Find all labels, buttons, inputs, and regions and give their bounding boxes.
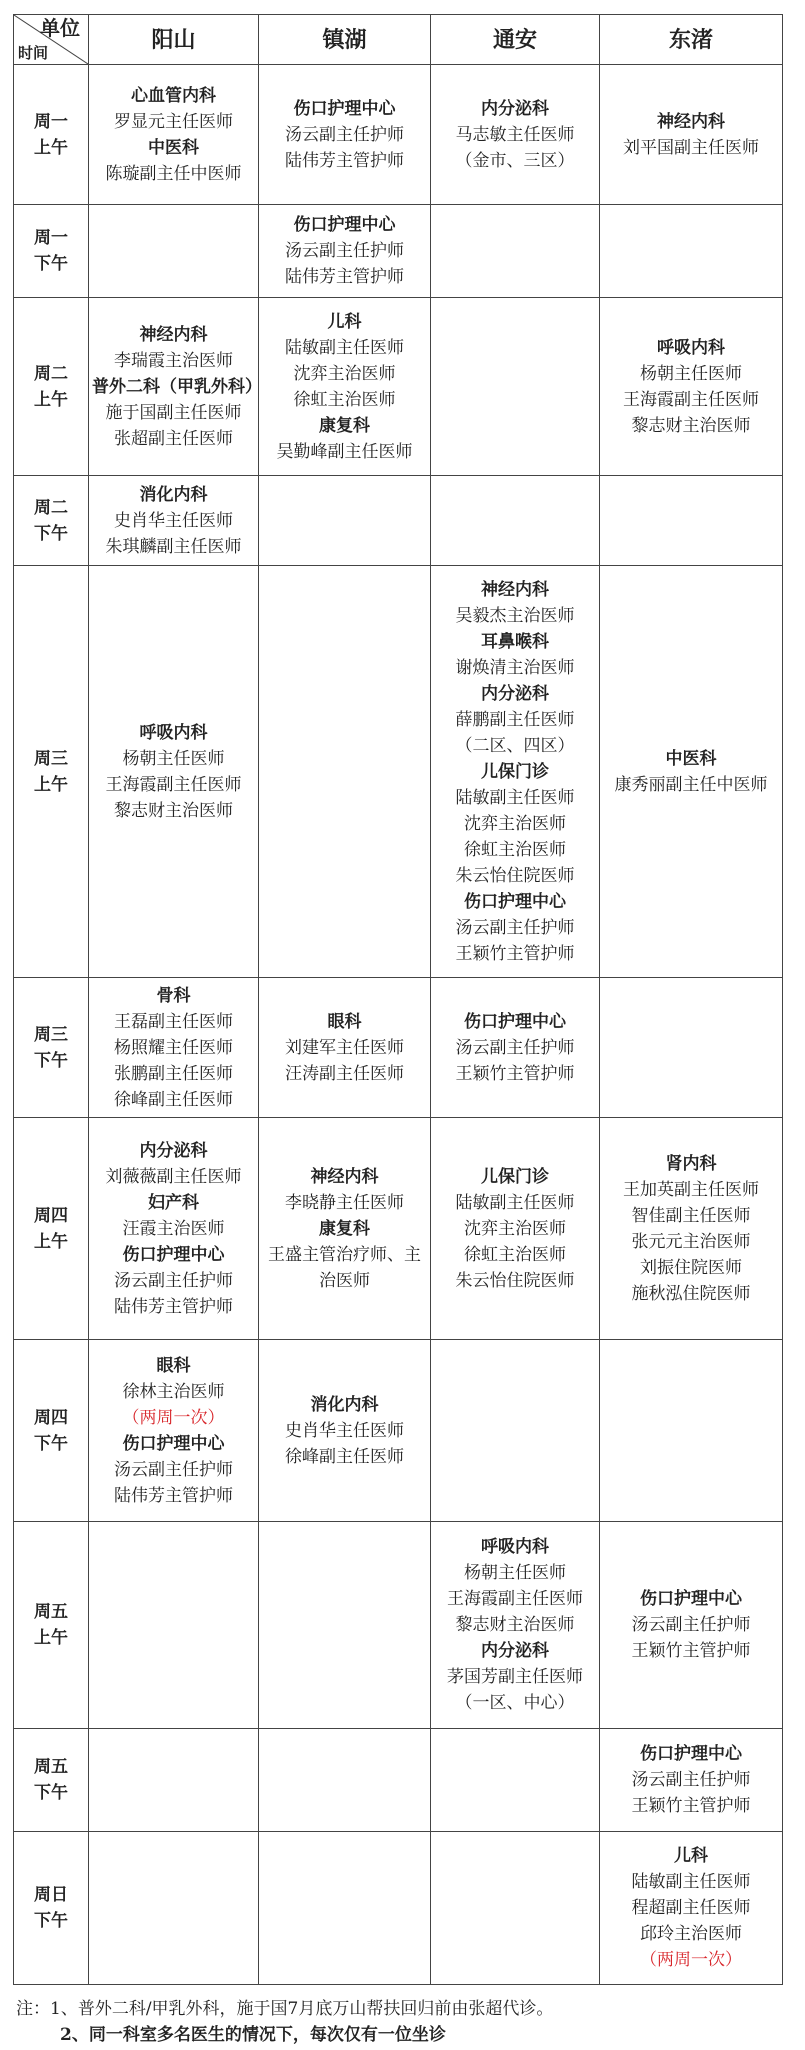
doctor-name: 朱云怡住院医师 <box>455 865 575 886</box>
schedule-cell-tongan <box>431 1522 600 1729</box>
time-slot-cell <box>14 1118 89 1340</box>
doctor-name: 罗显元主任医师 <box>114 111 233 132</box>
doctor-name: 汤云副主任护师 <box>114 1459 233 1480</box>
department-name: 儿保门诊 <box>481 1166 549 1187</box>
schedule-cell-yangshan <box>89 298 262 476</box>
doctor-name: 史肖华主任医师 <box>114 510 233 531</box>
time-slot-period: 下午 <box>34 1911 68 1931</box>
column-header-zhenhu: 镇湖 <box>259 15 431 65</box>
doctor-name: 汤云副主任护师 <box>285 124 404 145</box>
department-name: 伤口护理中心 <box>640 1589 742 1609</box>
doctor-name: 张超副主任医师 <box>114 428 233 449</box>
schedule-row <box>14 1729 783 1832</box>
corner-time-label: 时间 <box>18 44 49 62</box>
doctor-name: 王颖竹主管护师 <box>631 1796 751 1816</box>
doctor-name: 邱玲主治医师 <box>640 1924 742 1944</box>
doctor-name: 施于国副主任医师 <box>105 402 242 423</box>
doctor-name: 汤云副主任护师 <box>285 241 404 261</box>
time-slot-day: 周四 <box>34 1407 68 1428</box>
department-name: 内分泌科 <box>481 683 549 704</box>
department-name: 呼吸内科 <box>657 337 725 358</box>
department-name: 伤口护理中心 <box>293 215 396 235</box>
department-name: 呼吸内科 <box>139 722 208 743</box>
doctor-name: 刘振住院医师 <box>640 1257 742 1278</box>
time-slot-period: 上午 <box>34 1628 68 1648</box>
doctor-name: 汤云副主任护师 <box>114 1270 233 1291</box>
schedule-cell-yangshan <box>89 205 259 298</box>
schedule-cell-tongan <box>431 205 600 298</box>
schedule-cell-dongzhu <box>600 1832 783 1985</box>
doctor-name: 薛鹏副主任医师 <box>455 709 575 730</box>
doctor-name: 汤云副主任护师 <box>631 1770 751 1790</box>
schedule-cell-yangshan <box>89 566 259 978</box>
department-name: 心血管内科 <box>131 85 216 106</box>
department-name: 伤口护理中心 <box>293 98 396 119</box>
time-slot-day: 周五 <box>34 1602 68 1622</box>
doctor-name: 王海霞副主任医师 <box>105 774 242 795</box>
time-slot-cell <box>14 566 89 978</box>
department-name: 康复科 <box>319 1218 370 1239</box>
department-name: 儿科 <box>674 1846 708 1866</box>
doctor-name: 汤云副主任护师 <box>455 917 575 938</box>
schedule-cell-yangshan <box>89 1729 259 1832</box>
doctor-name: 刘平国副主任医师 <box>623 137 759 158</box>
doctor-name: （金市、三区） <box>455 150 575 171</box>
schedule-cell-dongzhu <box>600 1522 783 1729</box>
doctor-name: （一区、中心） <box>455 1693 575 1713</box>
schedule-cell-yangshan <box>89 1832 259 1985</box>
time-slot-day: 周一 <box>34 228 68 248</box>
department-name: 眼科 <box>327 1011 362 1032</box>
doctor-name: 程超副主任医师 <box>631 1898 751 1918</box>
column-header-dongzhu: 东渚 <box>600 15 783 65</box>
time-slot-period: 下午 <box>34 1050 68 1071</box>
schedule-cell-zhenhu <box>259 205 431 298</box>
doctor-name: 朱云怡住院医师 <box>455 1270 575 1291</box>
doctor-name: 王颖竹主管护师 <box>455 943 575 964</box>
schedule-cell-yangshan <box>89 1522 259 1729</box>
department-name: 伤口护理中心 <box>640 1744 742 1764</box>
schedule-cell-yangshan <box>89 476 259 566</box>
department-name: 神经内科 <box>481 579 549 600</box>
time-slot-cell <box>14 978 89 1118</box>
doctor-name: 王磊副主任医师 <box>114 1011 233 1032</box>
schedule-row <box>14 298 783 476</box>
doctor-name: 李晓静主任医师 <box>285 1192 404 1213</box>
corner-unit-label: 单位 <box>40 16 80 40</box>
time-slot-cell <box>14 1340 89 1522</box>
doctor-name: 张鹏副主任医师 <box>114 1063 233 1084</box>
department-name: 妇产科 <box>148 1192 199 1213</box>
time-slot-day: 周三 <box>34 748 68 769</box>
schedule-cell-zhenhu <box>259 1729 431 1832</box>
department-name: 神经内科 <box>657 111 725 132</box>
doctor-name: 汪霞主治医师 <box>122 1218 225 1239</box>
schedule-cell-yangshan <box>89 65 259 205</box>
time-slot-day: 周一 <box>34 111 68 132</box>
time-slot-day: 周二 <box>34 497 68 518</box>
time-slot-cell <box>14 476 89 566</box>
schedule-cell-dongzhu <box>600 298 783 476</box>
time-slot-cell <box>14 1832 89 1985</box>
doctor-name: 刘建军主任医师 <box>285 1037 404 1058</box>
department-name: 耳鼻喉科 <box>481 631 549 652</box>
header-row <box>14 15 783 65</box>
time-slot-period: 下午 <box>34 1783 68 1803</box>
doctor-name: 刘薇薇副主任医师 <box>105 1166 242 1187</box>
department-name: 内分泌科 <box>139 1140 208 1161</box>
doctor-name: 徐林主治医师 <box>122 1381 225 1402</box>
doctor-name: 陆敏副主任医师 <box>285 337 404 358</box>
column-header-yangshan: 阳山 <box>89 15 259 65</box>
footnote-1: 注：1、普外二科/甲乳外科，施于国7月底万山帮扶回归前由张超代诊。 <box>16 1999 554 2019</box>
department-name: 消化内科 <box>310 1394 379 1415</box>
department-name: 中医科 <box>665 748 717 769</box>
schedule-cell-yangshan <box>89 1340 259 1522</box>
schedule-cell-yangshan <box>89 978 259 1118</box>
doctor-name: 康秀丽副主任中医师 <box>614 774 768 795</box>
doctor-name: 徐峰副主任医师 <box>285 1446 404 1467</box>
department-name: 内分泌科 <box>481 1641 549 1661</box>
doctor-name: 朱琪麟副主任医师 <box>105 536 242 557</box>
doctor-name: （二区、四区） <box>455 735 575 756</box>
time-slot-day: 周日 <box>34 1885 68 1905</box>
doctor-name: 马志敏主任医师 <box>455 124 575 145</box>
schedule-cell-tongan <box>431 1832 600 1985</box>
schedule-cell-tongan <box>431 1729 600 1832</box>
schedule-cell-dongzhu <box>600 566 783 978</box>
schedule-cell-zhenhu <box>259 298 431 476</box>
doctor-name: 徐虹主治医师 <box>464 1244 566 1265</box>
time-slot-cell <box>14 205 89 298</box>
time-slot-day: 周四 <box>34 1205 68 1226</box>
department-name: 神经内科 <box>310 1166 379 1187</box>
doctor-name: 史肖华主任医师 <box>285 1420 404 1441</box>
doctor-name: 智佳副主任医师 <box>631 1205 751 1226</box>
schedule-cell-dongzhu <box>600 1340 783 1522</box>
doctor-name: 黎志财主治医师 <box>114 800 233 821</box>
column-header-tongan: 通安 <box>431 15 600 65</box>
department-name: 伤口护理中心 <box>464 891 566 912</box>
schedule-cell-tongan <box>431 566 600 978</box>
doctor-name: 陆伟芳主管护师 <box>285 267 404 287</box>
department-name: 呼吸内科 <box>481 1537 549 1557</box>
schedule-cell-zhenhu <box>259 1118 431 1340</box>
schedule-row <box>14 1522 783 1729</box>
doctor-name: 汤云副主任护师 <box>631 1615 751 1635</box>
department-name: 骨科 <box>156 985 191 1006</box>
doctor-name: 王颖竹主管护师 <box>631 1641 751 1661</box>
doctor-name: 徐峰副主任医师 <box>114 1089 233 1110</box>
department-name: 康复科 <box>319 415 370 436</box>
time-slot-cell <box>14 1729 89 1832</box>
frequency-note: （两周一次） <box>122 1407 225 1428</box>
doctor-name: 王海霞副主任医师 <box>623 389 759 410</box>
corner-header-cell <box>14 15 89 65</box>
department-name: 眼科 <box>156 1355 191 1376</box>
doctor-name: 徐虹主治医师 <box>293 389 396 410</box>
doctor-name: 杨朝主任医师 <box>464 1563 566 1583</box>
schedule-cell-tongan <box>431 65 600 205</box>
doctor-name: 王加英副主任医师 <box>623 1179 759 1200</box>
department-name: 儿保门诊 <box>481 761 549 782</box>
doctor-name: 徐虹主治医师 <box>464 839 566 860</box>
doctor-name: 谢焕清主治医师 <box>455 657 575 678</box>
schedule-cell-dongzhu <box>600 476 783 566</box>
schedule-cell-tongan <box>431 298 600 476</box>
department-name: 神经内科 <box>139 324 208 345</box>
doctor-name: 陆伟芳主管护师 <box>114 1296 233 1317</box>
frequency-note: （两周一次） <box>640 1950 742 1970</box>
schedule-cell-dongzhu <box>600 65 783 205</box>
schedule-table <box>13 14 783 1985</box>
schedule-cell-dongzhu <box>600 1729 783 1832</box>
time-slot-day: 周二 <box>34 363 68 384</box>
schedule-row <box>14 1832 783 1985</box>
schedule-cell-tongan <box>431 978 600 1118</box>
doctor-name: 李瑞霞主治医师 <box>114 350 233 371</box>
schedule-cell-tongan <box>431 1340 600 1522</box>
footnote-2: 2、同一科室多名医生的情况下，每次仅有一位坐诊 <box>60 2025 446 2045</box>
schedule-cell-zhenhu <box>259 978 431 1118</box>
department-name: 内分泌科 <box>481 98 549 119</box>
doctor-name: 施秋泓住院医师 <box>631 1283 751 1304</box>
doctor-name: 王颖竹主管护师 <box>455 1063 575 1084</box>
doctor-name: 陆敏副主任医师 <box>455 787 575 808</box>
department-name: 肾内科 <box>665 1153 717 1174</box>
doctor-name: 吴勤峰副主任医师 <box>276 441 413 462</box>
department-name: 伤口护理中心 <box>122 1433 225 1454</box>
doctor-name: 沈弈主治医师 <box>464 813 566 834</box>
department-name: 伤口护理中心 <box>122 1244 225 1265</box>
time-slot-period: 下午 <box>34 523 68 544</box>
doctor-name: 杨朝主任医师 <box>640 363 742 384</box>
doctor-name: 茅国芳副主任医师 <box>447 1667 583 1687</box>
department-name: 中医科 <box>148 137 199 158</box>
schedule-cell-tongan <box>431 1118 600 1340</box>
time-slot-period: 下午 <box>34 1433 68 1454</box>
doctor-name: 陈璇副主任中医师 <box>105 163 242 184</box>
doctor-name: 吴毅杰主治医师 <box>455 605 575 626</box>
department-name: 消化内科 <box>139 484 208 505</box>
department-name: 儿科 <box>327 311 362 332</box>
doctor-name: 张元元主治医师 <box>631 1231 751 1252</box>
schedule-cell-zhenhu <box>259 1832 431 1985</box>
doctor-name: 沈弈主治医师 <box>293 363 396 384</box>
department-name: 普外二科（甲乳外科） <box>92 376 262 397</box>
schedule-cell-zhenhu <box>259 65 431 205</box>
schedule-cell-zhenhu <box>259 566 431 978</box>
schedule-row <box>14 65 783 205</box>
time-slot-cell <box>14 65 89 205</box>
time-slot-period: 下午 <box>34 254 68 274</box>
doctor-name: 沈弈主治医师 <box>464 1218 566 1239</box>
department-name: 伤口护理中心 <box>464 1011 566 1032</box>
doctor-name: 王海霞副主任医师 <box>447 1589 583 1609</box>
doctor-name: 杨朝主任医师 <box>122 748 225 769</box>
time-slot-day: 周三 <box>34 1024 68 1045</box>
doctor-name: 杨照耀主任医师 <box>114 1037 233 1058</box>
schedule-row <box>14 1340 783 1522</box>
doctor-name: 汤云副主任护师 <box>455 1037 575 1058</box>
schedule-row <box>14 978 783 1118</box>
schedule-row <box>14 476 783 566</box>
schedule-row <box>14 1118 783 1340</box>
schedule-cell-zhenhu <box>259 1340 431 1522</box>
time-slot-cell <box>14 298 89 476</box>
schedule-cell-dongzhu <box>600 1118 783 1340</box>
schedule-row <box>14 205 783 298</box>
doctor-name: 陆敏副主任医师 <box>631 1872 751 1892</box>
time-slot-cell <box>14 1522 89 1729</box>
doctor-name: 王盛主管治疗师、主治医师 <box>268 1244 421 1291</box>
time-slot-day: 周五 <box>34 1757 68 1777</box>
schedule-cell-zhenhu <box>259 1522 431 1729</box>
footnotes <box>16 1996 786 2048</box>
schedule-body <box>14 65 783 1985</box>
schedule-row <box>14 566 783 978</box>
doctor-name: 陆伟芳主管护师 <box>114 1485 233 1506</box>
doctor-name: 汪涛副主任医师 <box>285 1063 404 1084</box>
time-slot-period: 上午 <box>34 774 68 795</box>
schedule-cell-tongan <box>431 476 600 566</box>
doctor-name: 陆伟芳主管护师 <box>285 150 404 171</box>
schedule-cell-yangshan <box>89 1118 259 1340</box>
schedule-cell-dongzhu <box>600 205 783 298</box>
doctor-name: 陆敏副主任医师 <box>455 1192 575 1213</box>
schedule-cell-zhenhu <box>259 476 431 566</box>
time-slot-period: 上午 <box>34 389 68 410</box>
doctor-name: 黎志财主治医师 <box>631 415 751 436</box>
time-slot-period: 上午 <box>34 137 68 158</box>
doctor-name: 黎志财主治医师 <box>455 1615 575 1635</box>
time-slot-period: 上午 <box>34 1231 68 1252</box>
schedule-cell-dongzhu <box>600 978 783 1118</box>
